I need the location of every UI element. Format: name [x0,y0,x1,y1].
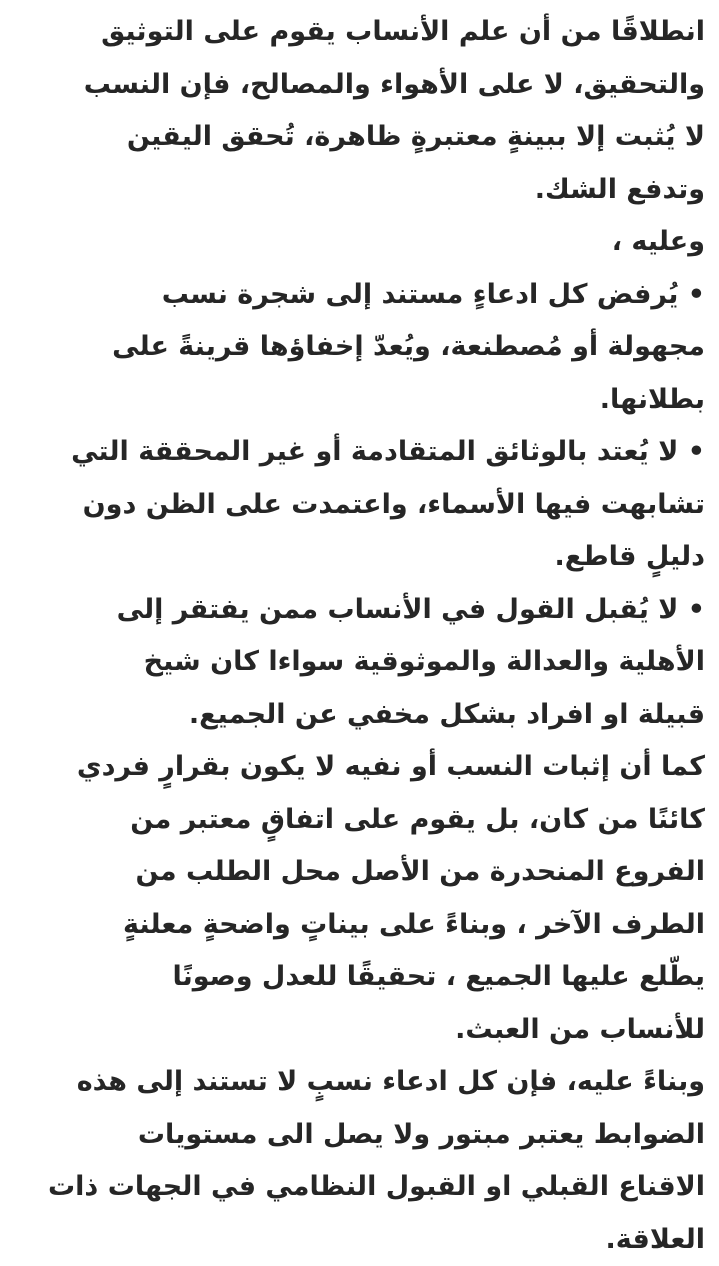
text-line-23: الاقناع القبلي او القبول النظامي في الجهات ذات [14,1161,705,1214]
text-line-16: كائنًا من كان، بل يقوم على اتفاقٍ معتبر من [14,794,705,847]
text-line-24: العلاقة. [14,1214,705,1266]
text-line-11: دليلٍ قاطع. [14,531,705,584]
text-line-21: وبناءً عليه، فإن كل ادعاء نسبٍ لا تستند إلى هذه [14,1056,705,1109]
text-line-20: للأنساب من العبث. [14,1004,705,1057]
text-line-10: تشابهت فيها الأسماء، واعتمدت على الظن دون [14,479,705,532]
text-line-13: الأهلية والعدالة والموثوقية سواءا كان شيخ [14,636,705,689]
text-line-15: كما أن إثبات النسب أو نفيه لا يكون بقرارٍ فردي [14,741,705,794]
text-line-8: بطلانها. [14,374,705,427]
bullet-line-1: • يُرفض كل ادعاءٍ مستند إلى شجرة نسب [14,269,705,322]
text-line-5: وعليه ، [14,216,705,269]
text-line-7: مجهولة أو مُصطنعة، ويُعدّ إخفاؤها قرينةً على [14,321,705,374]
text-line-3: لا يُثبت إلا ببينةٍ معتبرةٍ ظاهرة، تُحقق اليقين [14,111,705,164]
text-line-17: الفروع المنحدرة من الأصل محل الطلب من [14,846,705,899]
text-line-14: قبيلة او افراد بشكل مخفي عن الجميع. [14,689,705,742]
text-line-4: وتدفع الشك. [14,164,705,217]
text-line-1: انطلاقًا من أن علم الأنساب يقوم على التوثيق [14,6,705,59]
text-line-2: والتحقيق، لا على الأهواء والمصالح، فإن النسب [14,59,705,112]
bullet-line-3: • لا يُقبل القول في الأنساب ممن يفتقر إلى [14,584,705,637]
text-line-18: الطرف الآخر ، وبناءً على بيناتٍ واضحةٍ معلنةٍ [14,899,705,952]
bullet-line-2: • لا يُعتد بالوثائق المتقادمة أو غير المحققة التي [14,426,705,479]
text-line-22: الضوابط يعتبر مبتور ولا يصل الى مستويات [14,1109,705,1162]
text-line-19: يطّلع عليها الجميع ، تحقيقًا للعدل وصونًا [14,951,705,1004]
